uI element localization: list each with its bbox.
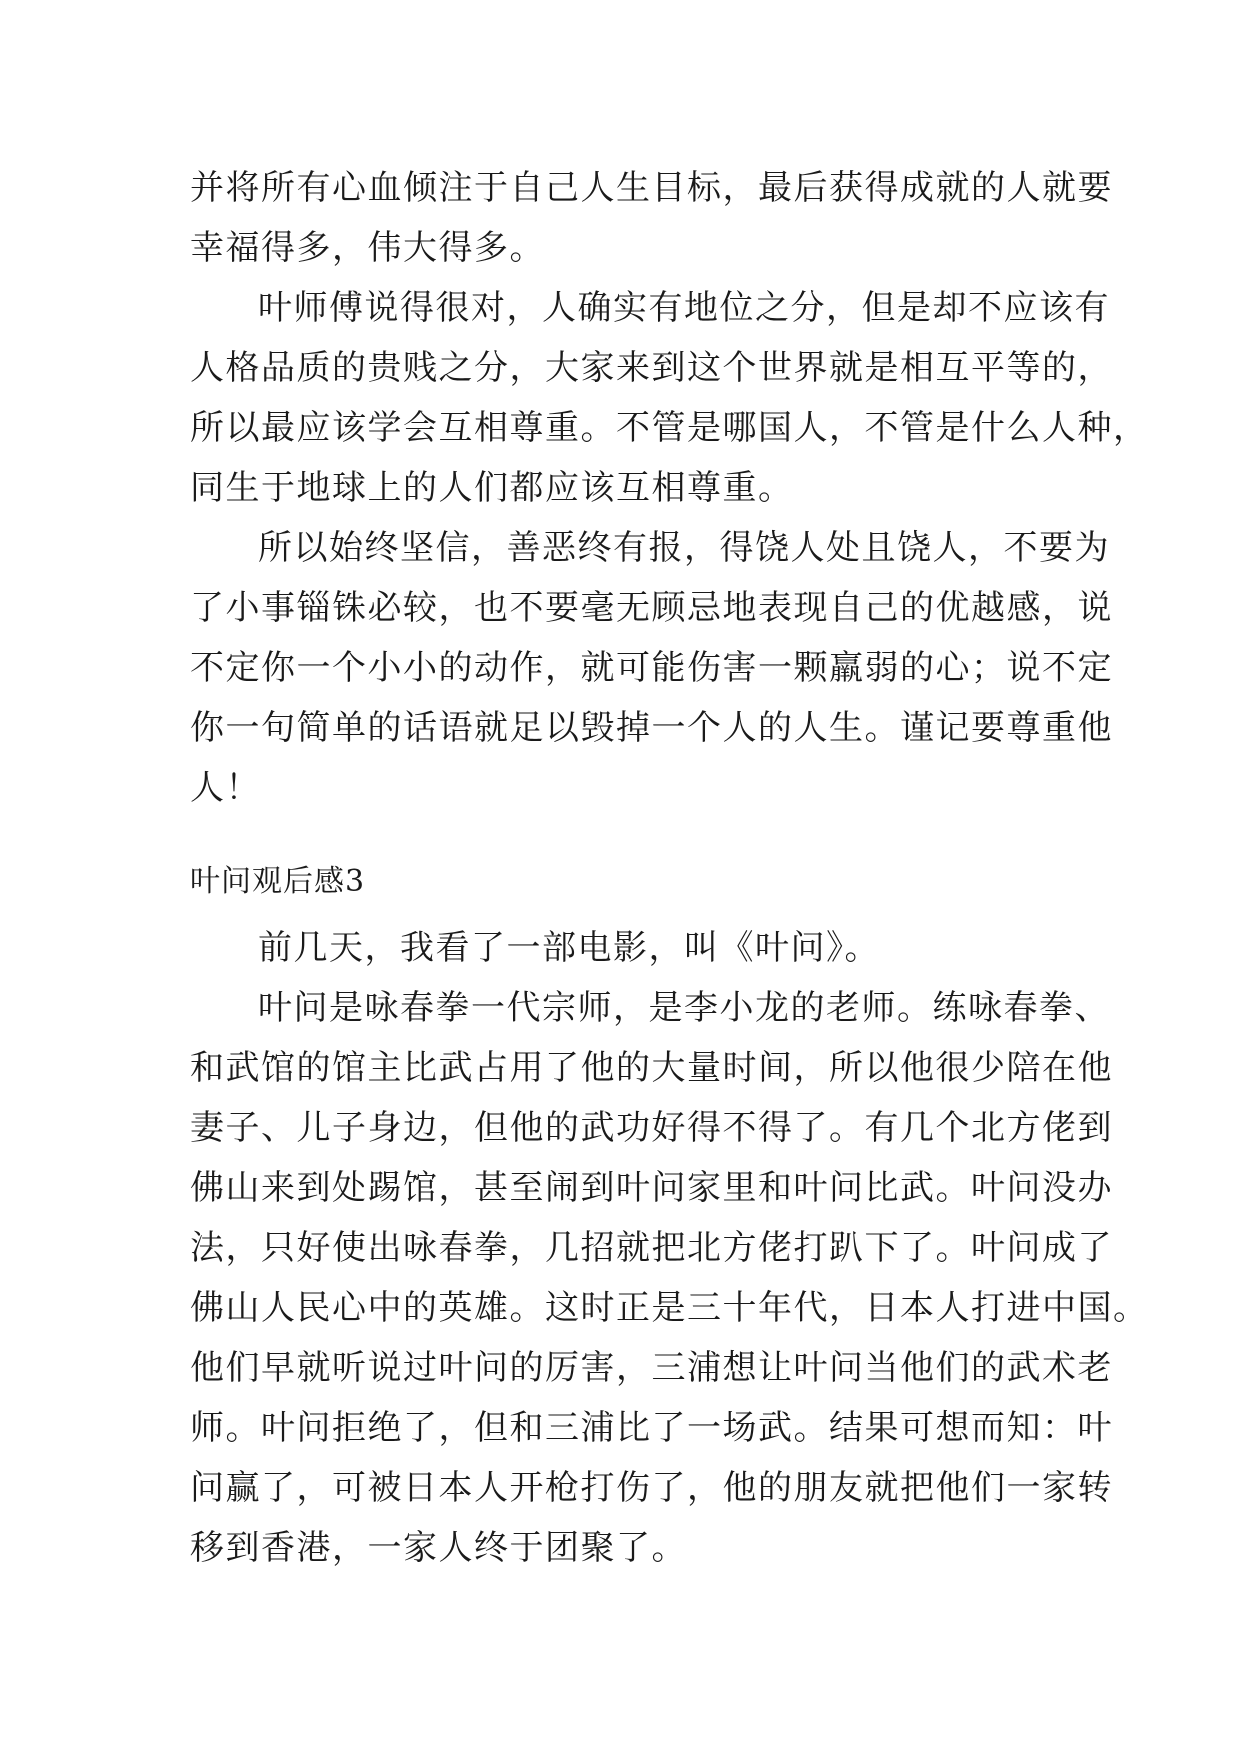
- text-line: 问赢了，可被日本人开枪打伤了，他的朋友就把他们一家转: [190, 1468, 1113, 1508]
- essay-section-2: [190, 918, 1149, 1578]
- paragraph-start-line: 所以始终坚信，善恶终有报，得饶人处且饶人，不要为: [258, 528, 1110, 568]
- text-line: 人格品质的贵贱之分，大家来到这个世界就是相互平等的，: [190, 348, 1113, 388]
- text-line: 法，只好使出咏春拳，几招就把北方佬打趴下了。叶问成了: [190, 1228, 1113, 1268]
- text-line: 佛山来到处踢馆，甚至闹到叶问家里和叶问比武。叶问没办: [190, 1168, 1113, 1208]
- text-line: 并将所有心血倾注于自己人生目标，最后获得成就的人就要: [190, 168, 1113, 208]
- text-line: 同生于地球上的人们都应该互相尊重。: [190, 468, 794, 508]
- paragraph-start-line: 前几天，我看了一部电影，叫《叶问》。: [258, 928, 880, 968]
- section-heading: 叶问观后感3: [190, 864, 366, 899]
- text-line: 了小事锱铢必较，也不要毫无顾忌地表现自己的优越感，说: [190, 588, 1113, 628]
- text-line: 人！: [190, 768, 261, 808]
- text-line: 妻子、儿子身边，但他的武功好得不得了。有几个北方佬到: [190, 1108, 1113, 1148]
- text-line: 不定你一个小小的动作，就可能伤害一颗羸弱的心；说不定: [190, 648, 1113, 688]
- text-line: 你一句简单的话语就足以毁掉一个人的人生。谨记要尊重他: [190, 708, 1113, 748]
- text-line: 佛山人民心中的英雄。这时正是三十年代，日本人打进中国。: [190, 1288, 1149, 1328]
- text-line: 幸福得多，伟大得多。: [190, 228, 545, 268]
- text-line: 他们早就听说过叶问的厉害，三浦想让叶问当他们的武术老: [190, 1348, 1113, 1388]
- essay-section-1: [190, 158, 1149, 818]
- paragraph-start-line: 叶师傅说得很对，人确实有地位之分，但是却不应该有: [258, 288, 1110, 328]
- text-line: 移到香港，一家人终于团聚了。: [190, 1528, 687, 1568]
- text-line: 师。叶问拒绝了，但和三浦比了一场武。结果可想而知：叶: [190, 1408, 1113, 1448]
- paragraph-start-line: 叶问是咏春拳一代宗师，是李小龙的老师。练咏春拳、: [258, 988, 1110, 1028]
- text-line: 和武馆的馆主比武占用了他的大量时间，所以他很少陪在他: [190, 1048, 1113, 1088]
- text-line: 所以最应该学会互相尊重。不管是哪国人，不管是什么人种，: [190, 408, 1149, 448]
